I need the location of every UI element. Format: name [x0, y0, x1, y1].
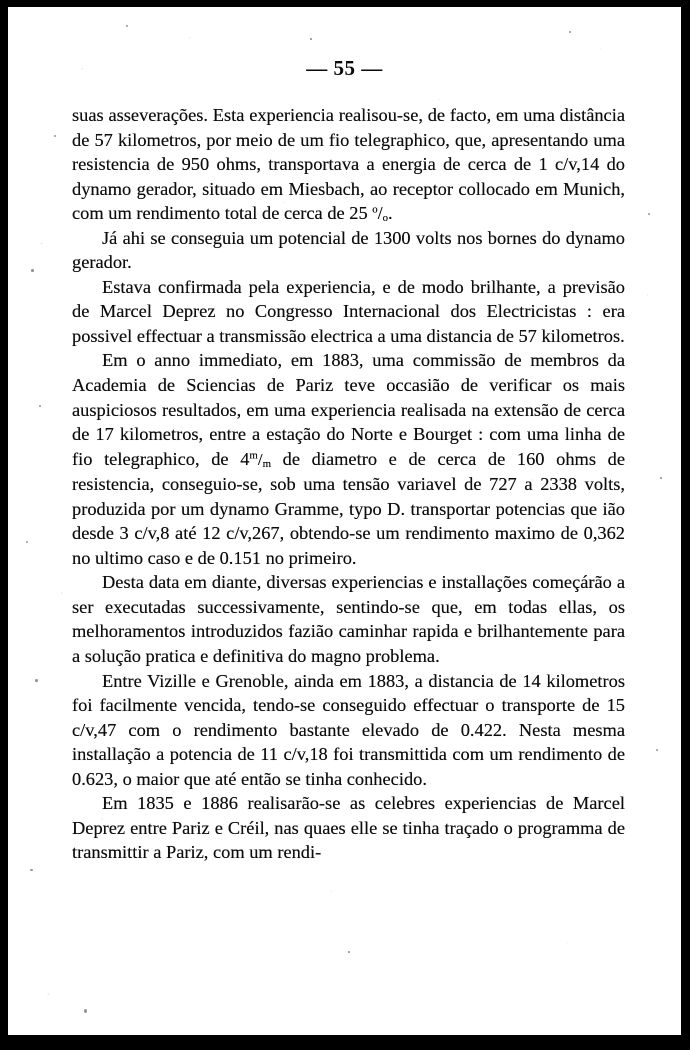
ink-fleck [26, 541, 28, 543]
paragraph-1-text: suas asseverações. Esta experiencia realisou-se, de facto, em uma distância de 57 kilometros, por meio de um fio telegraphico, que, apresentando uma resistencia de 950 ohms, transportava a energia de cerca de 1 c/v,14 do dynamo gerador, situado em Miesbach, ao receptor collocado em Munich, com um rendimento total de cerca de 25 [72, 105, 625, 224]
millimetre-denominator: m [262, 457, 271, 470]
millimetre-symbol [249, 450, 271, 469]
paragraph-1-text-after: . [387, 203, 393, 224]
paragraph-5-text: Desta data em diante, diversas experiencias e installações começárão a ser executadas successivamente, sentindo-se que, em todas ellas, os melhoramentos introduzidos fazião caminhar rapida e brilhantemente para a solução pratica e definitiva do magno problema. [72, 572, 625, 667]
millimetre-numerator: m [249, 449, 258, 462]
paragraph-4 [72, 348, 625, 570]
percent-symbol [372, 203, 388, 223]
millimetre-value: 4 [240, 448, 250, 469]
percent-numerator: o [372, 203, 378, 216]
ink-fleck [126, 25, 128, 27]
paragraph-4-text-after: de diametro e de cerca de 160 ohms de resistencia, conseguio-se, sob uma tensão variavel de 727 a 2338 volts, produzida por um dynamo Gramme, typo D. transportar potencias que ião desde 3 c/v,8 até 12 c/v,267, obtendo-se um rendimento maximo de 0,362 no ultimo caso e de 0.151 no primeiro. [72, 448, 625, 568]
ink-fleck [648, 213, 650, 215]
paragraph-5 [72, 570, 625, 668]
paragraph-4-text-before: Em o anno immediato, em 1883, uma commissão de membros da Academia de Sciencias de Pariz teve occasião de verificar os mais auspiciosos resultados, em uma experiencia realisada na extensão de cerca de 17 kilometros, entre a estação do Norte e Bourget : com uma linha de fio telegraphico, de [72, 350, 625, 469]
page-folio: — 55 — [306, 56, 383, 80]
paragraph-6 [72, 669, 625, 792]
ink-fleck [656, 749, 658, 751]
ink-fleck [660, 477, 662, 479]
paragraph-6-text: Entre Vizille e Grenoble, ainda em 1883, a distancia de 14 kilometros foi facilmente vencida, tendo-se conseguido effectuar o transporte de 15 c/v,47 com o rendimento bastante elevado de 0.422. Nesta mesma installação a potencia de 11 c/v,18 foi transmittida com um rendimento de 0.623, o maior que até então se tinha conhecido. [72, 670, 625, 789]
paragraph-2-text: Já ahi se conseguia um potencial de 1300 volts nos bornes do dynamo gerador. [72, 227, 625, 273]
millimetre-slash: / [257, 449, 263, 469]
body-text-block [72, 103, 625, 865]
paragraph-3 [72, 275, 625, 349]
paragraph-3-text: Estava confirmada pela experiencia, e de modo brilhante, a previsão de Marcel Deprez no Congresso Internacional dos Electricistas : era possivel effectuar a transmissão electrica a uma distancia de 57 kilometros. [72, 276, 625, 346]
ink-fleck [348, 951, 350, 953]
paragraph-7-text: Em 1835 e 1886 realisarão-se as celebres experiencias de Marcel Deprez entre Pariz e Créil, nas quaes elle se tinha traçado o programma de transmittir a Pariz, com um rendi- [72, 793, 625, 863]
paragraph-7 [72, 791, 625, 865]
paragraph-1 [72, 103, 625, 226]
ink-fleck [39, 405, 41, 407]
ink-fleck [31, 269, 34, 272]
ink-fleck [569, 31, 571, 33]
ink-fleck [310, 38, 312, 40]
page-sheet [8, 7, 681, 1035]
paragraph-2 [72, 226, 625, 275]
ink-fleck [84, 1009, 87, 1013]
ink-fleck [30, 869, 33, 871]
ink-fleck [54, 135, 56, 137]
percent-slash: / [377, 203, 383, 224]
ink-fleck [35, 679, 38, 682]
percent-denominator: o [382, 212, 388, 225]
